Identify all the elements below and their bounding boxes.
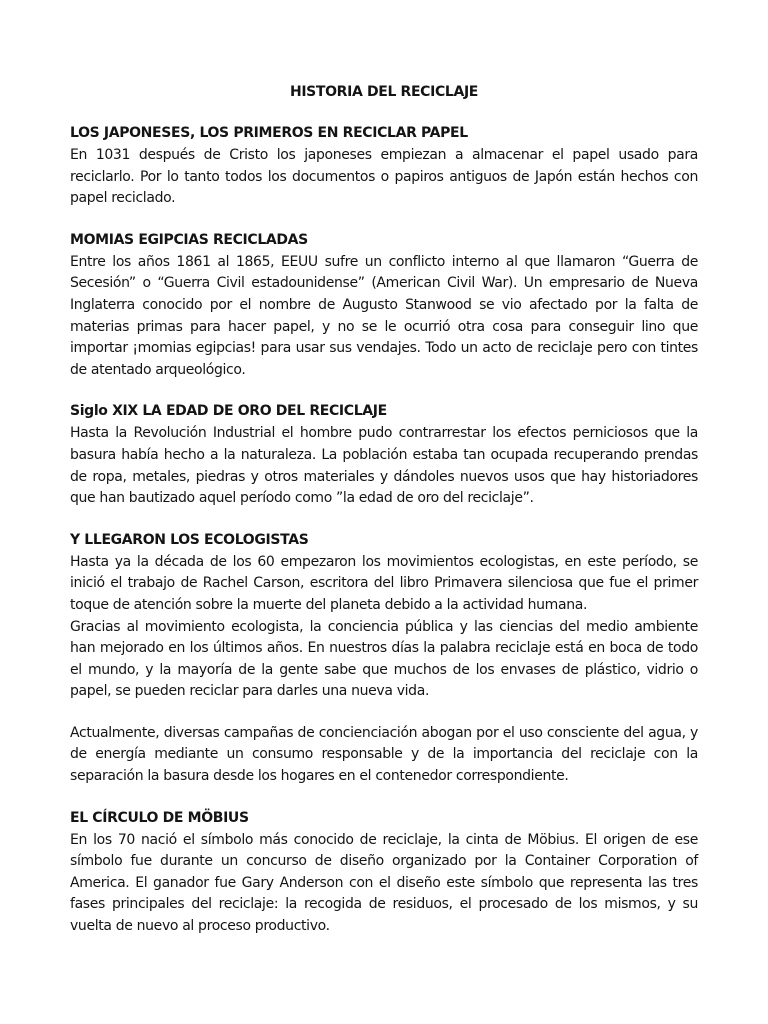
section-mobius: [70, 806, 698, 938]
section-paragraph: Hasta ya la década de los 60 empezaron los movimientos ecologistas, en este período, se inició el trabajo de Rachel Carson, escritora del libro Primavera silenciosa que fue el primer toque de atención sobre la muerte del planeta debido a la actividad humana.: [70, 553, 698, 613]
section-paragraph: En los 70 nació el símbolo más conocido de reciclaje, la cinta de Möbius. El origen de ese símbolo fue durante un concurso de diseño organizado por la Container Corporation of America. El ganador fue Gary Anderson con el diseño este símbolo que representa las tres fases principales del reciclaje: la recogida de residuos, el procesado de los mismos, y su vuelta de nuevo al proceso productivo.: [70, 831, 698, 935]
section-paragraph: Gracias al movimiento ecologista, la conciencia pública y las ciencias del medio ambiente han mejorado en los últimos años. En nuestros días la palabra reciclaje está en boca de todo el mundo, y la mayoría de la gente sabe que muchos de los envases de plástico, vidrio o papel, se pueden reciclar para darles una nueva vida.: [70, 618, 698, 700]
section-ecologistas: [70, 528, 698, 788]
document-title: HISTORIA DEL RECICLAJE: [289, 84, 479, 100]
section-heading: Siglo XIX LA EDAD DE ORO DEL RECICLAJE: [70, 403, 387, 420]
section-heading: EL CÍRCULO DE MÖBIUS: [70, 809, 249, 826]
document-page: [70, 80, 698, 956]
section-paragraph: Entre los años 1861 al 1865, EEUU sufre un conflicto interno al que llamaron “Guerra de Secesión” o “Guerra Civil estadounidense” (American Civil War). Un empresario de Nueva Inglaterra conocido por el nombre de Augusto Stanwood se vio afectado por la falta de materias primas para hacer papel, y no se le ocurrió otra cosa para conseguir lino que importar ¡momias egipcias! para usar sus vendajes. Todo un acto de reciclaje pero con tintes de atentado arqueológico.: [70, 253, 698, 378]
section-paragraph: En 1031 después de Cristo los japoneses empiezan a almacenar el papel usado para reciclarlo. Por lo tanto todos los documentos o papiros antiguos de Japón están hechos con papel reciclado.: [70, 147, 698, 207]
section-paragraph: Hasta la Revolución Industrial el hombre pudo contrarrestar los efectos perniciosos que la basura había hecho a la naturaleza. La población estaba tan ocupada recuperando prendas de ropa, metales, piedras y otros materiales y dándoles nuevos usos que hay historiadores que han bautizado aquel período como ”la edad de oro del reciclaje”.: [70, 425, 698, 507]
section-japoneses: [70, 121, 698, 210]
section-paragraph: Actualmente, diversas campañas de concienciación abogan por el uso consciente del agua, y de energía mediante un consumo responsable y de la importancia del reciclaje con la separación la basura desde los hogares en el contenedor correspondiente.: [70, 724, 698, 785]
section-edad-de-oro: [70, 399, 698, 509]
section-heading: LOS JAPONESES, LOS PRIMEROS EN RECICLAR PAPEL: [70, 125, 468, 141]
section-heading: MOMIAS EGIPCIAS RECICLADAS: [70, 231, 308, 248]
section-momias: [70, 228, 698, 382]
section-heading: Y LLEGARON LOS ECOLOGISTAS: [70, 531, 309, 548]
